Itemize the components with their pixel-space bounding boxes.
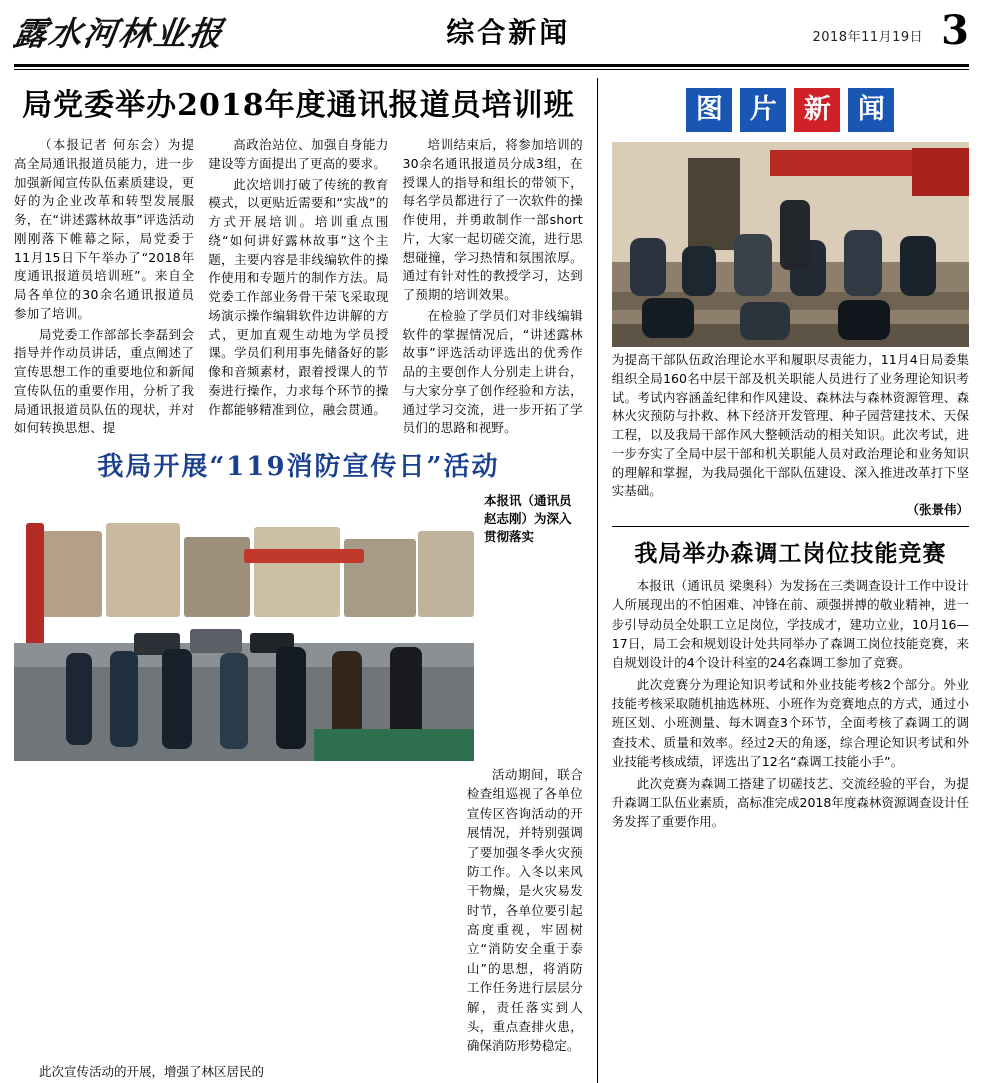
masthead-right	[812, 7, 969, 54]
masthead-rule	[14, 64, 969, 67]
right-column	[612, 78, 969, 1083]
article1-p6: 在检验了学员们对非线编辑软件的掌握情况后，“讲述露林故事”评选活动评选出的优秀作品的主要创作人分别走上讲台，与大家分享了创作经验和方法，通过学习交流，进一步开拓了学员们的思路和视野。	[402, 307, 583, 436]
article3-p1: 本报讯（通讯员 梁奥科）为发扬在三类调查设计工作中设计人所展现出的不怕困难、冲锋在前、顽强拼搏的敬业精神，进一步引导动员全处职工立足岗位，学技成才，建功立业，10月16—17日，局工会和规划设计处共同举办了森调工岗位技能竞赛，来自规划设计的4个设计科室的24名森调工参加了竞赛。	[611, 577, 969, 671]
article2-body	[14, 491, 583, 1058]
photo-caption	[612, 351, 969, 520]
article2-signature: 本报讯（通讯员 赵志刚）为深入贯彻落实	[484, 493, 572, 544]
column-divider	[597, 78, 598, 1083]
pic-news-char-2: 片	[740, 88, 786, 132]
article1-headline: 局党委举办2018年度通讯报道员培训班	[22, 88, 575, 123]
article3-p2: 此次竞赛分为理论知识考试和外业技能考核2个部分。外业技能考核采取随机抽选林班、小班作为竞赛地点的方式，通过小班区划、小班测量、每木调查3个环节，全面考核了森调工的调查技术、质量和效率。经过2天的角逐，综合理论知识考试和外业技能考核成绩，评选出了12名“森调工技能小手”。	[611, 676, 969, 770]
pic-news-char-4: 闻	[848, 88, 894, 132]
masthead	[10, 0, 969, 62]
article2-p2: 此次宣传活动的开展，增强了林区居民的	[39, 1063, 265, 1079]
exam-room-photo	[612, 142, 969, 347]
newspaper-logo	[10, 5, 284, 57]
article1-p4: 此次培训打破了传统的教育模式，以更贴近需要和“实战”的方式开展培训。培训重点围绕“如何讲好露林故事”这个主题，主要内容是非线编软件的操作使用和专题片的制作方法。局党委工作部业务骨干荣飞采取现场演示操作编辑软件边讲解的方式，更加直观生动地为学员授课。学员们利用事先储备好的影像和音频素材，跟着授课人的节奏进行操作，力求每个环节的操作都能够精准到位，融会贯通。	[208, 176, 389, 417]
article3-p3: 此次竞赛为森调工搭建了切磋技艺、交流经验的平台，为提升森调工队伍业素质，高标准完成2018年度森林资源调查设计任务发挥了重要作用。	[611, 775, 969, 830]
page-content	[14, 78, 969, 1083]
right-divider	[612, 526, 969, 527]
article3-body	[612, 576, 969, 832]
article1-body	[14, 136, 583, 438]
article1-p1: （本报记者 何东会）为提高全局通讯报道员能力，进一步加强新闻宣传队伍素质建设，更好的为企业改革和转型发展服务，在“讲述露林故事”评选活动刚刚落下帷幕之际，局党委于11月15日下午举办了“2018年度通讯报道员培训班”。来自全局各单位的30余名通讯报道员参加了培训。	[14, 137, 195, 321]
photo-caption-signature: （张景伟）	[906, 502, 969, 517]
fire-safety-photo	[14, 493, 474, 761]
logo-text: 露水河林业报	[10, 13, 227, 53]
masthead-rule-thin	[14, 69, 969, 70]
page-number: 3	[941, 7, 969, 54]
article1-p5: 培训结束后，将参加培训的30余名通讯报道员分成3组，在授课人的指导和组长的带领下，每名学员都进行了一次软件的操作使用，并勇敢制作一部short片，大家一起切磋交流，进行思想碰撞，学习热情和氛围浓厚。通过有针对性的教授学习，达到了预期的培训效果。	[402, 137, 583, 302]
article2-continued	[14, 1062, 583, 1081]
article2-sidecol	[467, 765, 583, 1058]
article2-headline: 我局开展“119消防宣传日”活动	[97, 452, 500, 482]
photo-caption-text: 为提高干部队伍政治理论水平和履职尽责能力，11月4日局委集组织全局160名中层干部及机关职能人员进行了业务理论知识考试。考试内容涵盖纪律和作风建设、森林法与森林资源管理、森林火灾预防与扑救、林下经济开发管理、种子园营建技术、天保工程，以及我局干部作风大整顿活动的相关知识。此次考试，进一步夯实了全局中层干部和机关职能人员对政治理论和业务知识的理解和掌握，为我局强化干部队伍建设、深入推进改革打下坚实基础。	[611, 352, 969, 499]
pic-news-char-1: 图	[686, 88, 732, 132]
article2-p1: 活动期间，联合检查组巡视了各单位宣传区咨询活动的开展情况，并特别强调了要加强冬季火灾预防工作。入冬以来风干物燥，是火灾易发时节，各单位要引起高度重视，牢固树立“消防安全重于泰山”的思想，将消防工作任务进行层层分解，责任落实到人头，重点查排火患，确保消防形势稳定。	[466, 767, 583, 1054]
article1-p2: 局党委工作部部长李磊到会指导并作动员讲话，重点阐述了宣传思想工作的重要地位和新闻宣传队伍的重要作用，分析了我局通讯报道员队伍的现状，并对如何转换思想、提	[14, 326, 195, 436]
article3-headline: 我局举办森调工岗位技能竞赛	[634, 539, 947, 567]
left-column	[14, 78, 583, 1083]
issue-date: 2018年11月19日	[812, 30, 924, 45]
section-title: 综合新闻	[446, 16, 571, 49]
pic-news-char-3: 新	[794, 88, 840, 132]
article1-p3: 高政治站位、加强自身能力建设等方面提出了更高的要求。	[208, 137, 389, 171]
pic-news-banner	[612, 88, 969, 132]
